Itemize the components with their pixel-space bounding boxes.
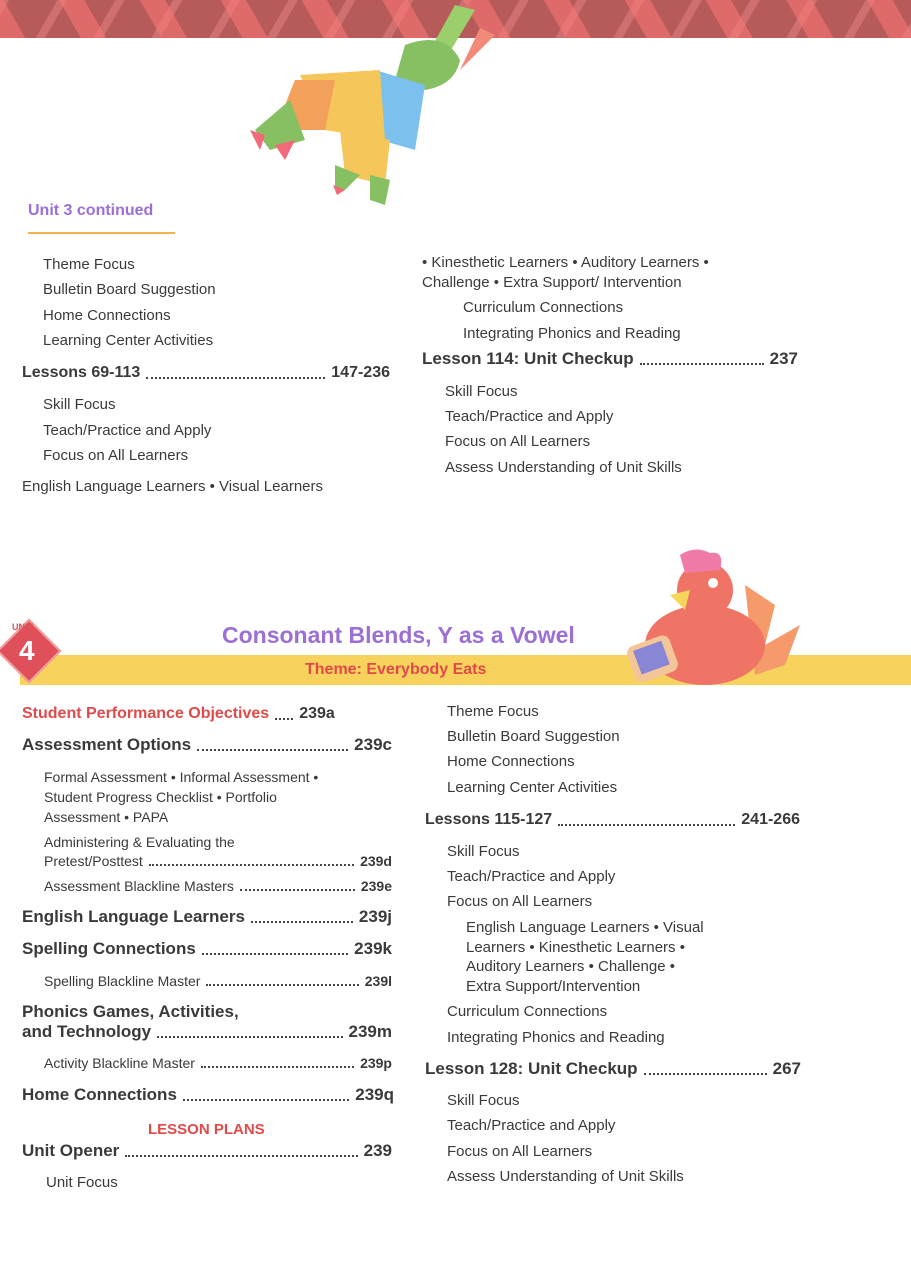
toc-entry: Focus on All Learners [43,447,189,464]
toc-entry: Learners • Kinesthetic Learners • [466,939,685,956]
entry-label: Spelling Blackline Master [44,973,201,989]
toc-entry-pretest [44,852,392,870]
page-number: 239c [354,735,392,754]
unit3-heading: Unit 3 continued [28,202,154,219]
page-number: 239 [363,1141,392,1160]
toc-entry: Skill Focus [43,396,116,413]
toc-entry-activity-bm [44,1054,392,1072]
toc-entry: English Language Learners • Visual Learners [22,478,324,495]
page-number: 239d [360,853,392,869]
entry-label: Home Connections [22,1085,177,1104]
toc-entry: English Language Learners • Visual [466,919,704,936]
page-number: 239e [360,878,392,894]
toc-entry: Skill Focus [447,1092,520,1109]
entry-label: Student Performance Objectives [22,705,270,722]
toc-entry: Assess Understanding of Unit Skills [447,1168,684,1185]
page-number: 239a [299,705,335,722]
toc-heading-phonics-line1 [22,1002,239,1022]
page-number: 239m [348,1022,392,1041]
toc-heading-lessons-115-127 [425,810,800,830]
entry-label: Unit Opener [22,1141,120,1160]
page-number: 239k [354,939,392,958]
toc-entry: Curriculum Connections [463,299,624,316]
unit-badge-number: 4 [19,635,35,666]
page-number: 239q [355,1085,394,1104]
toc-heading-spelling [22,939,392,959]
heading-underline [28,232,175,234]
page-number: 239j [358,907,392,926]
toc-entry: Auditory Learners • Challenge • [466,958,675,975]
entry-label: English Language Learners [22,907,245,926]
unit4-title: Consonant Blends, Y as a Vowel [222,622,575,648]
toc-entry: Bulletin Board Suggestion [447,728,620,745]
lesson-plans-label: LESSON PLANS [148,1121,265,1138]
entry-label: and Technology [22,1022,152,1041]
toc-entry: Home Connections [43,307,171,324]
toc-entry: Skill Focus [445,383,518,400]
toc-entry: Challenge • Extra Support/ Intervention [422,274,682,291]
page-number: 239l [364,973,392,989]
toc-heading-unit-opener [22,1141,392,1161]
pinata-illustration [245,0,505,215]
page-number: 239p [360,1055,392,1071]
toc-heading-spo [22,704,392,724]
entry-label: Pretest/Posttest [44,853,143,869]
toc-entry: Learning Center Activities [447,779,618,796]
toc-entry: Integrating Phonics and Reading [463,325,681,342]
entry-label: Lessons 115-127 [425,811,553,828]
entry-label: Assessment Blackline Masters [44,878,234,894]
toc-entry: Bulletin Board Suggestion [43,281,216,298]
toc-entry: Theme Focus [43,256,135,273]
toc-heading-phonics [22,1022,392,1042]
toc-heading-lessons-69-113 [22,363,390,383]
entry-label: Lessons 69-113 [22,364,141,381]
toc-entry: Assess Understanding of Unit Skills [445,459,682,476]
toc-entry: Focus on All Learners [447,1143,593,1160]
toc-entry: Focus on All Learners [445,433,591,450]
toc-entry: • Kinesthetic Learners • Auditory Learners • [422,254,709,271]
page-number: 237 [769,349,798,368]
toc-heading-assessment-options [22,735,392,755]
page-number: 241-266 [741,811,800,828]
entry-label: Lesson 128: Unit Checkup [425,1059,638,1078]
toc-entry: Student Progress Checklist • Portfolio [44,789,277,805]
toc-entry: Assessment • PAPA [44,809,169,825]
page-number: 267 [772,1059,801,1078]
toc-entry: Teach/Practice and Apply [445,408,614,425]
entry-label: Activity Blackline Master [44,1055,195,1071]
page-number: 147-236 [331,364,390,381]
toc-entry-spelling-bm [44,972,392,990]
hen-illustration [625,545,815,690]
toc-entry: Curriculum Connections [447,1003,608,1020]
toc-heading-ell [22,907,392,927]
toc-entry: Focus on All Learners [447,893,593,910]
toc-entry: Teach/Practice and Apply [447,868,616,885]
entry-label: Spelling Connections [22,939,196,958]
toc-entry: Teach/Practice and Apply [43,422,212,439]
toc-entry: Home Connections [447,753,575,770]
entry-label: Assessment Options [22,735,192,754]
toc-entry: Unit Focus [46,1174,118,1191]
entry-label: Lesson 114: Unit Checkup [422,349,634,368]
toc-entry: Teach/Practice and Apply [447,1117,616,1134]
toc-entry: Integrating Phonics and Reading [447,1029,665,1046]
toc-entry: Formal Assessment • Informal Assessment • [44,769,319,785]
toc-entry: Learning Center Activities [43,332,214,349]
toc-entry: Theme Focus [447,703,539,720]
toc-entry: Administering & Evaluating the [44,834,235,850]
toc-heading-lesson-114 [422,349,798,369]
toc-heading-lesson-128 [425,1059,801,1079]
unit-badge-word: UNIT [12,622,33,632]
toc-entry: Extra Support/Intervention [466,978,641,995]
unit4-theme: Theme: Everybody Eats [305,661,487,678]
toc-entry-blackline-masters [44,877,392,895]
toc-entry: Skill Focus [447,843,520,860]
entry-label: Phonics Games, Activities, [22,1002,239,1021]
toc-heading-home-connections [22,1085,394,1105]
